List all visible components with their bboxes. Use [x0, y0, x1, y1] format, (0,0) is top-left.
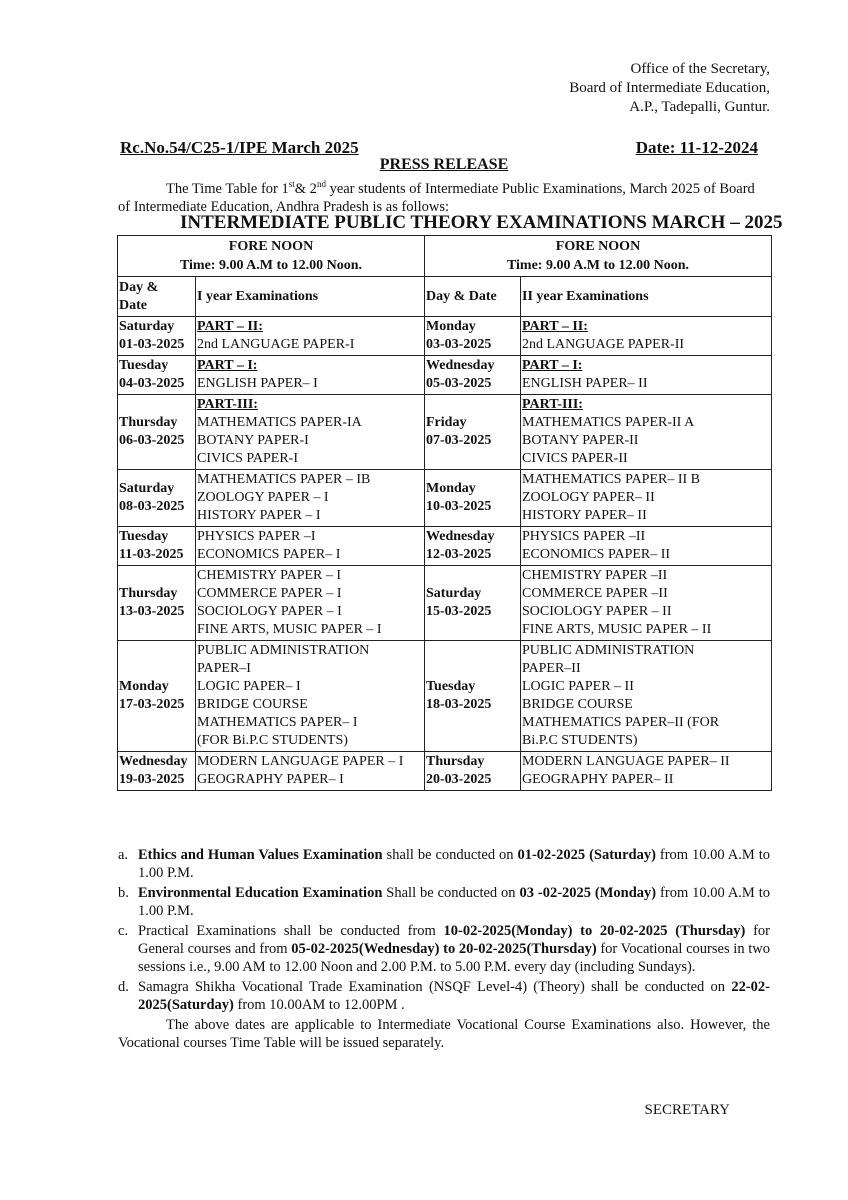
- session-name: FORE NOON: [228, 239, 314, 254]
- reference-line: [120, 138, 758, 158]
- note-fragment: from 10.00AM to 12.00PM .: [233, 997, 405, 1013]
- exam-cell-left: [196, 470, 425, 527]
- exam-cell-left: [196, 356, 425, 395]
- part-label: PART – I:: [197, 358, 258, 373]
- session-name: FORE NOON: [555, 239, 641, 254]
- day-name: Saturday: [119, 319, 175, 334]
- day-cell-right: [425, 395, 521, 470]
- part-label: PART – II:: [197, 319, 263, 334]
- exam-cell-right: [521, 356, 772, 395]
- note-label: a.: [118, 847, 129, 863]
- day-name: Saturday: [119, 481, 175, 496]
- table-row: [118, 527, 772, 566]
- day-name: Monday: [426, 481, 476, 496]
- day-name: Wednesday: [426, 529, 495, 544]
- exam-date: 12-03-2025: [426, 547, 492, 562]
- note-fragment: shall be conducted on: [382, 847, 518, 863]
- day-cell-left: [118, 641, 196, 752]
- exam-date: 15-03-2025: [426, 604, 492, 619]
- exam-paper: PHYSICS PAPER –I: [197, 529, 316, 544]
- intro-text: The Time Table for 1: [166, 180, 289, 197]
- session-time: Time: 9.00 A.M to 12.00 Noon.: [506, 258, 690, 273]
- day-cell-right: [425, 470, 521, 527]
- note-text: [138, 922, 770, 976]
- exam-date: 03-03-2025: [426, 337, 492, 352]
- exam-paper: BRIDGE COURSE: [197, 697, 308, 712]
- exam-date: 20-03-2025: [426, 772, 492, 787]
- exam-cell-left: [196, 752, 425, 791]
- day-name: Tuesday: [426, 679, 476, 694]
- exam-date: 06-03-2025: [119, 433, 185, 448]
- exam-cell-left: [196, 641, 425, 752]
- note-item: [118, 922, 770, 976]
- day-cell-right: [425, 752, 521, 791]
- note-fragment: for Vocational courses in two sessions i.e., 9.00 AM to 12.00 Noon and 2.00 P.M. to 5.00 P.M. every day (including Sundays).: [138, 941, 771, 975]
- header-day-left: [118, 277, 196, 317]
- exam-date: 13-03-2025: [119, 604, 185, 619]
- table-row: [118, 470, 772, 527]
- note-emphasis: 05-02-2025(Wednesday) to 20-02-2025(Thursday): [291, 941, 597, 957]
- part-label: PART – II:: [522, 319, 588, 334]
- office-line: Board of Intermediate Education,: [569, 80, 770, 96]
- exam-paper: LOGIC PAPER – II: [522, 679, 634, 694]
- exam-paper: MODERN LANGUAGE PAPER – I: [197, 754, 404, 769]
- day-name: Tuesday: [119, 529, 169, 544]
- exam-paper: 2nd LANGUAGE PAPER-I: [197, 337, 355, 352]
- exam-paper: ECONOMICS PAPER– I: [197, 547, 341, 562]
- note-label: d.: [118, 979, 129, 995]
- exam-paper: BOTANY PAPER-II: [522, 433, 639, 448]
- part-label: PART-III:: [522, 397, 583, 412]
- exam-cell-left: [196, 395, 425, 470]
- notes-section: [118, 846, 770, 1052]
- closing-paragraph: The above dates are applicable to Intermediate Vocational Course Examinations also. However, the Vocational courses Time Table will be issued separately.: [118, 1017, 770, 1051]
- exam-cell-right: [521, 641, 772, 752]
- exam-paper: HISTORY PAPER– II: [522, 508, 647, 523]
- table-row: [118, 395, 772, 470]
- exam-paper: COMMERCE PAPER –II: [522, 586, 668, 601]
- exam-date: 07-03-2025: [426, 433, 492, 448]
- notes-list: [118, 846, 770, 1014]
- exam-paper: ECONOMICS PAPER– II: [522, 547, 671, 562]
- header-row: [118, 277, 772, 317]
- exam-paper: MATHEMATICS PAPER– II B: [522, 472, 701, 487]
- day-name: Thursday: [119, 586, 178, 601]
- signature-title: SECRETARY: [644, 1102, 730, 1118]
- day-name: Monday: [119, 679, 169, 694]
- session-row: [118, 236, 772, 277]
- exam-paper: HISTORY PAPER – I: [197, 508, 321, 523]
- exam-cell-right: [521, 752, 772, 791]
- note-emphasis: Ethics and Human Values Examination: [138, 847, 383, 863]
- exam-date: 18-03-2025: [426, 697, 492, 712]
- exam-paper: SOCIOLOGY PAPER – I: [197, 604, 342, 619]
- day-name: Thursday: [119, 415, 178, 430]
- day-cell-right: [425, 317, 521, 356]
- note-fragment: Practical Examinations shall be conducted from: [138, 923, 444, 939]
- intro-paragraph: [118, 175, 770, 216]
- session-time: Time: 9.00 A.M to 12.00 Noon.: [179, 258, 363, 273]
- exam-cell-right: [521, 317, 772, 356]
- office-line: Office of the Secretary,: [630, 61, 770, 77]
- exam-paper: MATHEMATICS PAPER– I: [197, 715, 358, 730]
- intro-sup: nd: [316, 179, 326, 189]
- day-name: Saturday: [426, 586, 482, 601]
- part-label: PART-III:: [197, 397, 258, 412]
- exam-paper: (FOR Bi.P.C STUDENTS): [197, 733, 348, 748]
- table-row: [118, 752, 772, 791]
- note-label: b.: [118, 885, 129, 901]
- note-item: [118, 846, 770, 882]
- intro-sup: st: [288, 179, 295, 189]
- day-cell-right: [425, 641, 521, 752]
- note-item: [118, 884, 770, 920]
- exam-cell-left: [196, 317, 425, 356]
- note-fragment: for General courses and from: [138, 923, 770, 957]
- reference-date: Date: 11-12-2024: [635, 138, 758, 157]
- exam-paper: COMMERCE PAPER – I: [197, 586, 342, 601]
- note-text: [138, 884, 770, 920]
- exam-paper: BOTANY PAPER-I: [197, 433, 309, 448]
- header-exam-left: I year Examinations: [196, 277, 425, 317]
- note-fragment: Shall be conducted on: [382, 885, 520, 901]
- timetable: [117, 235, 772, 791]
- day-cell-left: [118, 752, 196, 791]
- exam-paper: PAPER–II: [522, 661, 581, 676]
- header-text: Day &: [119, 279, 159, 295]
- exam-date: 01-03-2025: [119, 337, 185, 352]
- exam-cell-left: [196, 566, 425, 641]
- exam-paper: CIVICS PAPER-II: [522, 451, 628, 466]
- table-row: [118, 356, 772, 395]
- exam-cell-right: [521, 566, 772, 641]
- exam-date: 05-03-2025: [426, 376, 492, 391]
- day-name: Wednesday: [119, 754, 188, 769]
- exam-paper: SOCIOLOGY PAPER – II: [522, 604, 672, 619]
- part-label: PART – I:: [522, 358, 583, 373]
- day-cell-left: [118, 470, 196, 527]
- exam-paper: PHYSICS PAPER –II: [522, 529, 646, 544]
- exam-cell-left: [196, 527, 425, 566]
- office-line: A.P., Tadepalli, Guntur.: [629, 99, 770, 115]
- note-fragment: Samagra Shikha Vocational Trade Examination (NSQF Level-4) (Theory) shall be conducted on: [138, 979, 732, 995]
- day-cell-right: [425, 566, 521, 641]
- day-cell-left: [118, 356, 196, 395]
- exam-paper: FINE ARTS, MUSIC PAPER – II: [522, 622, 712, 637]
- note-label: c.: [118, 923, 129, 939]
- exam-paper: FINE ARTS, MUSIC PAPER – I: [197, 622, 382, 637]
- table-row: [118, 566, 772, 641]
- note-emphasis: 03 -02-2025 (Monday): [519, 885, 657, 901]
- office-address: [569, 60, 770, 117]
- header-exam-right: II year Examinations: [521, 277, 772, 317]
- exam-paper: ENGLISH PAPER– I: [197, 376, 318, 391]
- day-cell-left: [118, 317, 196, 356]
- note-emphasis: 10-02-2025(Monday) to 20-02-2025 (Thursday): [443, 923, 746, 939]
- exam-paper: PAPER–I: [197, 661, 251, 676]
- exam-paper: MATHEMATICS PAPER-II A: [522, 415, 695, 430]
- exam-paper: PUBLIC ADMINISTRATION: [522, 643, 695, 658]
- exam-paper: CIVICS PAPER-I: [197, 451, 299, 466]
- exam-paper: MATHEMATICS PAPER–II (FOR: [522, 715, 720, 730]
- session-left: [118, 236, 425, 277]
- note-emphasis: 22-02-2025(Saturday): [138, 979, 770, 1013]
- exam-paper: PUBLIC ADMINISTRATION: [197, 643, 370, 658]
- exam-paper: ZOOLOGY PAPER – I: [197, 490, 329, 505]
- exam-paper: 2nd LANGUAGE PAPER-II: [522, 337, 685, 352]
- intro-text: year students of Intermediate Public Examinations, March 2025 of Board of Intermediate Education, Andhra Pradesh is as follows:: [118, 180, 755, 215]
- exam-date: 10-03-2025: [426, 499, 492, 514]
- exam-paper: LOGIC PAPER– I: [197, 679, 301, 694]
- exam-paper: GEOGRAPHY PAPER– II: [522, 772, 674, 787]
- note-emphasis: 01-02-2025 (Saturday): [517, 847, 656, 863]
- header-day-right: Day & Date: [425, 277, 521, 317]
- session-right: [425, 236, 772, 277]
- reference-number: Rc.No.54/C25-1/IPE March 2025: [120, 138, 359, 157]
- press-release-heading: PRESS RELEASE: [379, 156, 509, 173]
- exam-paper: MATHEMATICS PAPER – IB: [197, 472, 371, 487]
- day-name: Friday: [426, 415, 467, 430]
- note-item: [118, 978, 770, 1014]
- day-name: Tuesday: [119, 358, 169, 373]
- exam-date: 19-03-2025: [119, 772, 185, 787]
- exam-cell-right: [521, 395, 772, 470]
- exam-date: 08-03-2025: [119, 499, 185, 514]
- exam-paper: MATHEMATICS PAPER-IA: [197, 415, 362, 430]
- table-row: [118, 641, 772, 752]
- day-cell-left: [118, 566, 196, 641]
- note-text: [138, 978, 770, 1014]
- exam-date: 17-03-2025: [119, 697, 185, 712]
- main-title: INTERMEDIATE PUBLIC THEORY EXAMINATIONS MARCH – 2025: [180, 212, 783, 233]
- day-name: Thursday: [426, 754, 485, 769]
- exam-paper: CHEMISTRY PAPER –II: [522, 568, 668, 583]
- header-text: Date: [119, 297, 147, 313]
- day-cell-right: [425, 527, 521, 566]
- exam-paper: ENGLISH PAPER– II: [522, 376, 648, 391]
- exam-date: 11-03-2025: [119, 547, 184, 562]
- note-fragment: from 10.00 A.M to 1.00 P.M.: [138, 847, 770, 881]
- table-row: [118, 317, 772, 356]
- day-cell-left: [118, 395, 196, 470]
- exam-date: 04-03-2025: [119, 376, 185, 391]
- exam-paper: BRIDGE COURSE: [522, 697, 633, 712]
- exam-paper: GEOGRAPHY PAPER– I: [197, 772, 344, 787]
- note-emphasis: Environmental Education Examination: [138, 885, 383, 901]
- note-fragment: from 10.00 A.M to 1.00 P.M.: [138, 885, 770, 919]
- exam-cell-right: [521, 527, 772, 566]
- exam-cell-right: [521, 470, 772, 527]
- exam-paper: ZOOLOGY PAPER– II: [522, 490, 655, 505]
- exam-paper: CHEMISTRY PAPER – I: [197, 568, 342, 583]
- exam-paper: Bi.P.C STUDENTS): [522, 733, 638, 748]
- exam-paper: MODERN LANGUAGE PAPER– II: [522, 754, 730, 769]
- day-cell-left: [118, 527, 196, 566]
- intro-text: & 2: [294, 180, 317, 197]
- note-text: [138, 846, 770, 882]
- day-name: Wednesday: [426, 358, 495, 373]
- day-cell-right: [425, 356, 521, 395]
- day-name: Monday: [426, 319, 476, 334]
